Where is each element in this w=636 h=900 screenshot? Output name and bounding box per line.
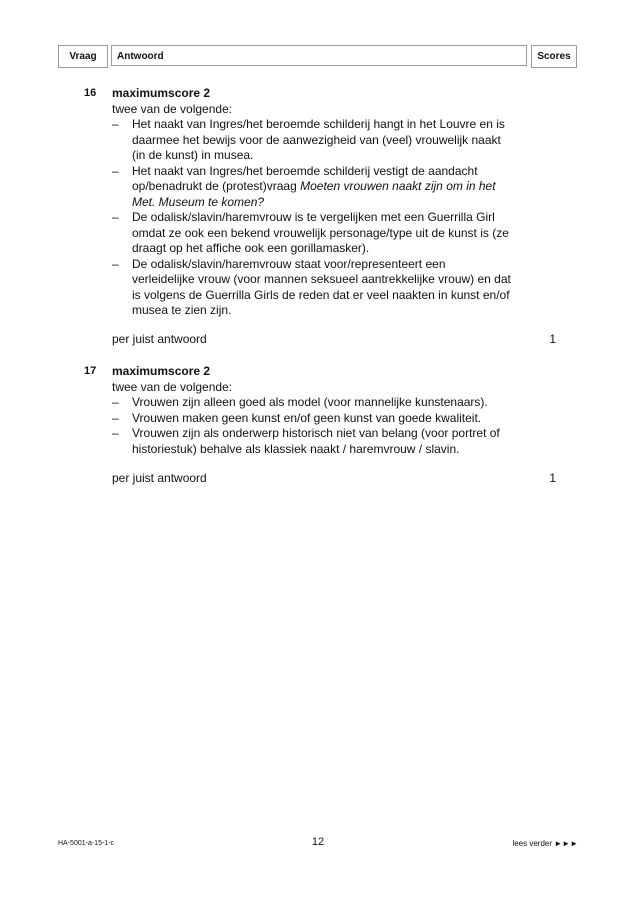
document-code: HA-5001-a-15-1-c bbox=[58, 840, 115, 847]
table-header bbox=[58, 45, 578, 68]
answer-list bbox=[112, 395, 542, 457]
question-body bbox=[112, 364, 542, 457]
question-number: 16 bbox=[84, 87, 97, 99]
question-title: maximumscore 2 bbox=[112, 86, 211, 100]
header-scores: Scores bbox=[531, 45, 577, 68]
italic-question: Moeten vrouwen naakt zijn om in het bbox=[300, 179, 496, 193]
score-label: per juist antwoord bbox=[112, 332, 207, 346]
dash-icon: – bbox=[112, 410, 119, 425]
question-number: 17 bbox=[84, 365, 97, 377]
question-title: maximumscore 2 bbox=[112, 364, 211, 378]
list-item: – Vrouwen zijn alleen goed als model (voor mannelijke kunstenaars). bbox=[112, 395, 488, 409]
dash-icon: – bbox=[112, 117, 119, 131]
dash-icon: – bbox=[112, 210, 119, 224]
question-intro: twee van de volgende: bbox=[112, 379, 233, 394]
question-body bbox=[112, 86, 542, 319]
dash-icon: – bbox=[112, 256, 119, 271]
dash-icon: – bbox=[112, 426, 119, 440]
list-item: – Het naakt van Ingres/het beroemde schilderij hangt in het Louvre en is daarmee het bewijs voor de aanwezigheid van (veel) vrouwelijk naakt (in de kunst) in musea. bbox=[112, 117, 505, 162]
header-vraag: Vraag bbox=[58, 45, 108, 68]
score-points: 1 bbox=[549, 471, 556, 485]
page-footer bbox=[58, 836, 578, 852]
dash-icon: – bbox=[112, 395, 119, 409]
score-label: per juist antwoord bbox=[112, 471, 207, 485]
list-item: – De odalisk/slavin/haremvrouw is te vergelijken met een Guerrilla Girl omdat ze ook een bekend vrouwelijk personage/type uit de kunst is (ze draagt op het affiche ook een gorillamasker). bbox=[112, 210, 509, 255]
list-item: – Het naakt van Ingres/het beroemde schilderij vestigt de aandacht op/benadrukt de (protest)vraag Moeten vrouwen naakt zijn om in het Met. Museum te komen? bbox=[112, 163, 496, 209]
question-intro: twee van de volgende: bbox=[112, 101, 233, 116]
score-line bbox=[112, 332, 556, 348]
score-points: 1 bbox=[549, 332, 556, 346]
list-item: – De odalisk/slavin/haremvrouw staat voor/representeert een verleidelijke vrouw (voor mannen seksueel aantrekkelijke vrouw) en dat is volgens de Guerrilla Girls de reden dat er veel naakten in kunst en/of musea te zien zijn. bbox=[112, 256, 511, 317]
page-number: 12 bbox=[311, 836, 325, 848]
header-antwoord: Antwoord bbox=[111, 45, 527, 66]
list-item: – Vrouwen maken geen kunst en/of geen kunst van goede kwaliteit. bbox=[112, 410, 482, 425]
dash-icon: – bbox=[112, 163, 119, 178]
score-line bbox=[112, 471, 556, 487]
italic-question-cont: Met. Museum te komen? bbox=[132, 194, 265, 209]
list-item: – Vrouwen zijn als onderwerp historisch niet van belang (voor portret of historiestuk) behalve als klassiek naakt / haremvrouw / slavin. bbox=[112, 426, 500, 456]
answer-list bbox=[112, 117, 542, 319]
continue-label: lees verder ►►► bbox=[512, 839, 578, 848]
